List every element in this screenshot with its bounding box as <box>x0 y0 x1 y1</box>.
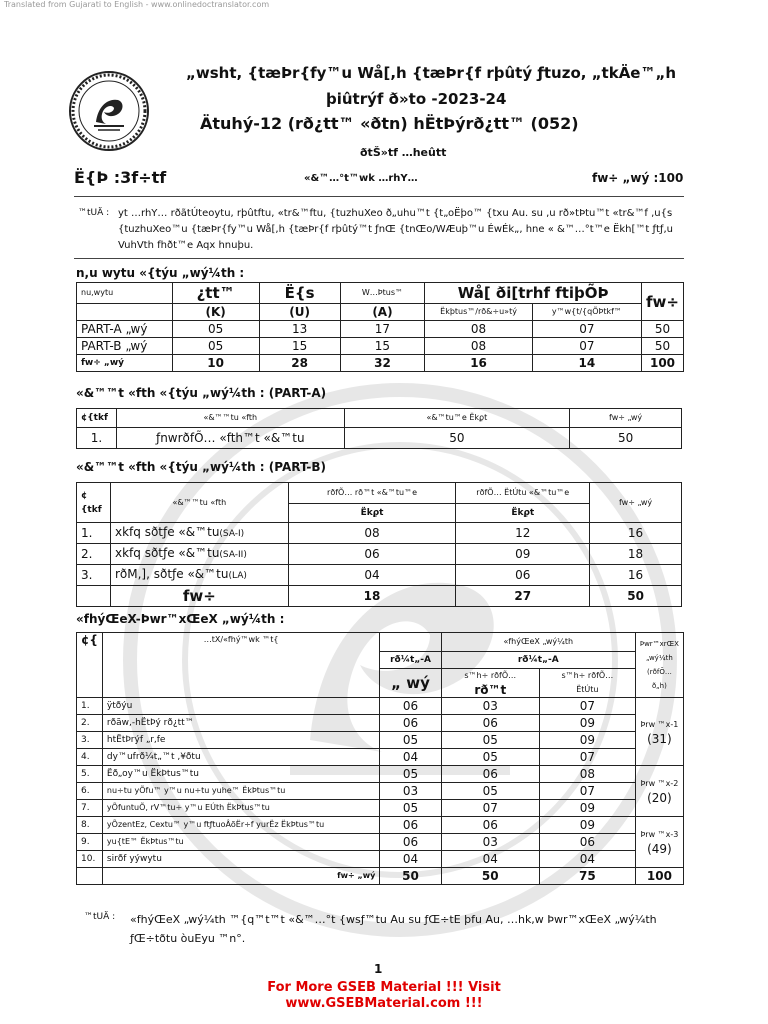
cell: 50 <box>642 338 684 355</box>
partB-title: «&™™t «fth «{týu „wý¼th : (PART-B) <box>76 460 326 474</box>
table-row-total <box>77 586 682 607</box>
cell: 05 <box>380 800 441 817</box>
cell: 15 <box>340 338 425 355</box>
cell: 5. <box>77 766 103 783</box>
cell: 10. <box>77 851 103 868</box>
cell: 07 <box>441 800 539 817</box>
row-label: PART-B „wý <box>77 338 173 355</box>
cell: 05 <box>172 338 259 355</box>
table-row <box>77 817 684 834</box>
header-total: fw÷ <box>642 283 684 321</box>
cell: 13 <box>259 321 340 338</box>
table-row <box>77 766 684 783</box>
header-count: «&™tu™e Ëkϼt <box>344 409 570 428</box>
header-section: nu,wytu <box>77 283 173 304</box>
header-higher-skills: Wå[ ði[trhf ftiþÕÞ <box>425 283 642 304</box>
cell: 09 <box>539 800 635 817</box>
cell: 16 <box>590 523 682 544</box>
cell: 08 <box>539 766 635 783</box>
code-k: (K) <box>172 304 259 321</box>
table-row-total <box>77 868 684 885</box>
cell: nu÷tu yÕfu™ y™u nu÷tu yuhe™ ËkÞtus™tu <box>102 783 379 800</box>
header-name: …tX/«fhý™wk ™t{ <box>102 633 379 698</box>
cell: 75 <box>539 868 635 885</box>
cell: 2. <box>77 715 103 732</box>
header-without-choice: rðfÕ… rð™t «&™tu™e <box>288 483 456 504</box>
cell: 3. <box>77 565 111 586</box>
blueprint-title: «&™…°t™wk …rhY… <box>304 173 418 184</box>
table-row <box>77 834 684 851</box>
table-row <box>77 698 684 715</box>
table-row <box>77 783 684 800</box>
table-row <box>77 715 684 732</box>
cell: xkfq sðtƒe «&™tu(SA-II) <box>110 544 288 565</box>
cell: 04 <box>539 851 635 868</box>
cell: dy™ufrð¼t„™t ,¥ðtu <box>102 749 379 766</box>
cell: sirðf yýwytu <box>102 851 379 868</box>
cell: 05 <box>172 321 259 338</box>
header-evaluation: y™w{t/{qÕÞtkf™ <box>532 304 641 321</box>
divider-bottom <box>74 258 684 259</box>
unit-group-1: Þrw ™x-1 (31) <box>635 698 683 766</box>
time-label: Ë{Þ :3f÷tf <box>74 168 167 187</box>
partB-table <box>76 482 682 607</box>
cell: 07 <box>539 749 635 766</box>
cell: 04 <box>288 565 456 586</box>
note-label: ™tUÄ : <box>78 208 110 218</box>
cell: 07 <box>539 783 635 800</box>
row-label: fw÷ „wý <box>77 355 173 372</box>
cell: fw÷ <box>110 586 288 607</box>
cell: 06 <box>441 715 539 732</box>
header-analysis: Ëkþtus™/rð&÷u»tý <box>425 304 532 321</box>
cell: 03 <box>441 698 539 715</box>
cell: yÕzentEz, Cextu™ y™u ftƒtuoÂõËr÷f yurËz ËkÞtus™tu <box>102 817 379 834</box>
cell: 05 <box>441 732 539 749</box>
header-no: ¢{ <box>77 633 103 698</box>
cell: rðãw,-hËtÞý rð¿tt™ <box>102 715 379 732</box>
subject-title: Ätuhý-12 (rð¿tt™ «ðtn) hËtÞýrð¿tt™ (052) <box>200 114 579 133</box>
page-number: 1 <box>374 962 383 976</box>
cell: yÕfuntuÕ, rV™tu÷ y™u EÚth ËkÞtus™tu <box>102 800 379 817</box>
weightage-title: n,u wytu «{týu „wý¼th : <box>76 266 245 280</box>
cell: 07 <box>532 338 641 355</box>
cell: 16 <box>590 565 682 586</box>
cell: 06 <box>539 834 635 851</box>
cell: 04 <box>380 851 441 868</box>
unit-group-2: Þrw ™x-2 (20) <box>635 766 683 817</box>
header-partA: rð¼t„-A <box>380 652 441 669</box>
table-row <box>77 338 684 355</box>
unit-group-3: Þrw ™x-3 (49) <box>635 817 683 868</box>
cell: 17 <box>340 321 425 338</box>
cell: 06 <box>288 544 456 565</box>
promo-line-1: For More GSEB Material !!! Visit <box>267 980 501 995</box>
header-marks: fw÷ „wý <box>590 483 682 523</box>
cell: 32 <box>340 355 425 372</box>
table-row <box>77 732 684 749</box>
cell: 1. <box>77 523 111 544</box>
table-row <box>77 544 682 565</box>
cell: 09 <box>456 544 590 565</box>
cell: 14 <box>532 355 641 372</box>
table-row <box>77 565 682 586</box>
table-row <box>77 523 682 544</box>
cell: 09 <box>539 715 635 732</box>
header-no: ¢{tkf <box>77 409 117 428</box>
cell: 6. <box>77 783 103 800</box>
header-with-choice-2: Ëkϼt <box>456 504 590 523</box>
cell: 06 <box>441 766 539 783</box>
cell: 06 <box>380 817 441 834</box>
cell: 07 <box>539 698 635 715</box>
code-a: (A) <box>340 304 425 321</box>
row-label: PART-A „wý <box>77 321 173 338</box>
cell: 1. <box>77 698 103 715</box>
cell: ƒnwrðfÕ… «fth™t «&™tu <box>116 428 344 449</box>
cell: 12 <box>456 523 590 544</box>
cell: 05 <box>441 749 539 766</box>
cell: 50 <box>642 321 684 338</box>
header-type: «&™™tu «fth <box>116 409 344 428</box>
note-text: yt …rhY… rðãtÚteoytu, rþûtftu, «tr&™ftu, {tuzhuXeo ð„uhu™t {t„oËþo™ {txu Au. su ,u rð»tÞtu™t «tr&™f ,u{s {tuzhuXeo™u {tæÞr{fy™u Wå[,h {tæÞr{f rþûtý™t ƒnŒ {tnŒo/WÆuþ™u ÉwÉk„, hne « &™…°t™e Ëkh[™t ƒtƒ,u VuhVth fhðt™e Aqx hnuþu. <box>118 208 673 251</box>
cell: 06 <box>441 817 539 834</box>
cell: 27 <box>456 586 590 607</box>
partA-table <box>76 408 682 449</box>
cell: 09 <box>539 817 635 834</box>
cell: 10 <box>172 355 259 372</box>
table-row <box>77 800 684 817</box>
cell: 100 <box>642 355 684 372</box>
header-knowledge: ¿tt™ <box>172 283 259 304</box>
cell: 08 <box>425 338 532 355</box>
cell: Ëð„oy™u ËkÞtus™tu <box>102 766 379 783</box>
cell: 05 <box>380 766 441 783</box>
cell: 07 <box>532 321 641 338</box>
header-marks: fw÷ „wý <box>570 409 682 428</box>
cell: 05 <box>380 732 441 749</box>
table-row <box>77 749 684 766</box>
header-with: s™h÷ rðfÕ… ËtÚtu <box>539 669 635 698</box>
footnote-label: ™tUÄ : <box>84 912 116 922</box>
code-u: (U) <box>259 304 340 321</box>
cell: 06 <box>456 565 590 586</box>
cell: 9. <box>77 834 103 851</box>
header-without: s™h÷ rðfÕ… rð™t <box>441 669 539 698</box>
header-type: «&™™tu «fth <box>110 483 288 523</box>
cell: rðM,], sðtƒe «&™tu(LA) <box>110 565 288 586</box>
cell: 2. <box>77 544 111 565</box>
translator-banner: Translated from Gujarati to English - www.onlinedoctranslator.com <box>4 0 270 9</box>
divider-top <box>74 196 684 197</box>
partA-title: «&™™t «fth «{týu „wý¼th : (PART-A) <box>76 386 327 400</box>
cell: 3. <box>77 732 103 749</box>
cell: 06 <box>380 715 441 732</box>
cell: 100 <box>635 868 683 885</box>
cell: 16 <box>425 355 532 372</box>
weightage-table <box>76 282 684 372</box>
cell: 06 <box>380 698 441 715</box>
cell: 8. <box>77 817 103 834</box>
cell: xkfq sðtƒe «&™tu(SA-I) <box>110 523 288 544</box>
cell: 50 <box>570 428 682 449</box>
header-partB: rð¼t„-A <box>441 652 635 669</box>
table-row <box>77 851 684 868</box>
header-application: W…Þtus™ <box>340 283 425 304</box>
footnote-text: «fhýŒeX „wý¼th ™{q™t™t «&™…°t {wsƒ™tu Au su ƒŒ÷tE þfu Au, …hk,w Þwr™xŒeX „wý¼th ƒŒ÷tðtu òuEyu ™n°. <box>130 913 657 945</box>
units-title: «fhýŒeX-Þwr™xŒeX „wý¼th : <box>76 612 285 626</box>
table-row <box>77 428 682 449</box>
header-unit-group: Þwr™xrŒX „wý¼th (rðfÕ… ð„h) <box>635 633 683 698</box>
promo-link[interactable]: www.GSEBMaterial.com !!! <box>285 996 483 1011</box>
cell: 50 <box>380 868 441 885</box>
header-understanding: Ë{s <box>259 283 340 304</box>
cell: 18 <box>590 544 682 565</box>
cell: 15 <box>259 338 340 355</box>
cell: 03 <box>441 834 539 851</box>
header-marks-group: «fhýŒeX „wý¼th <box>441 633 635 652</box>
cell: 7. <box>77 800 103 817</box>
cell: yu{tE™ ËkÞtus™tu <box>102 834 379 851</box>
board-seal-logo <box>68 70 150 152</box>
cell: 04 <box>380 749 441 766</box>
header-marks: „ wý <box>380 669 441 698</box>
cell: 4. <box>77 749 103 766</box>
header-with-choice: rðfÕ… ËtÚtu «&™tu™e <box>456 483 590 504</box>
cell: 50 <box>590 586 682 607</box>
cell: 06 <box>380 834 441 851</box>
cell: 50 <box>441 868 539 885</box>
cell: fw÷ „wý <box>102 868 379 885</box>
cell: 08 <box>288 523 456 544</box>
cell: 1. <box>77 428 117 449</box>
cell: 09 <box>539 732 635 749</box>
academic-year: þiûtrýf ð»to -2023-24 <box>326 90 507 108</box>
table-row <box>77 321 684 338</box>
units-table <box>76 632 684 885</box>
cell: htËtÞrýf „r,fe <box>102 732 379 749</box>
exam-type: ðtŠ»tf …heûtt <box>360 146 447 159</box>
header-no: ¢{tkf <box>77 483 111 523</box>
cell: 50 <box>344 428 570 449</box>
cell: ÿtðýu <box>102 698 379 715</box>
cell: 28 <box>259 355 340 372</box>
cell: 05 <box>441 783 539 800</box>
cell: 08 <box>425 321 532 338</box>
total-marks: fw÷ „wý :100 <box>592 171 684 185</box>
table-row-total <box>77 355 684 372</box>
cell: 03 <box>380 783 441 800</box>
cell: 04 <box>441 851 539 868</box>
cell: 18 <box>288 586 456 607</box>
header-without-choice-2: Ëkϼt <box>288 504 456 523</box>
board-name: „wsht, {tæÞr{fy™u Wå[,h {tæÞr{f rþûtý ƒtuzo, „tkÄe™„h <box>186 64 677 82</box>
